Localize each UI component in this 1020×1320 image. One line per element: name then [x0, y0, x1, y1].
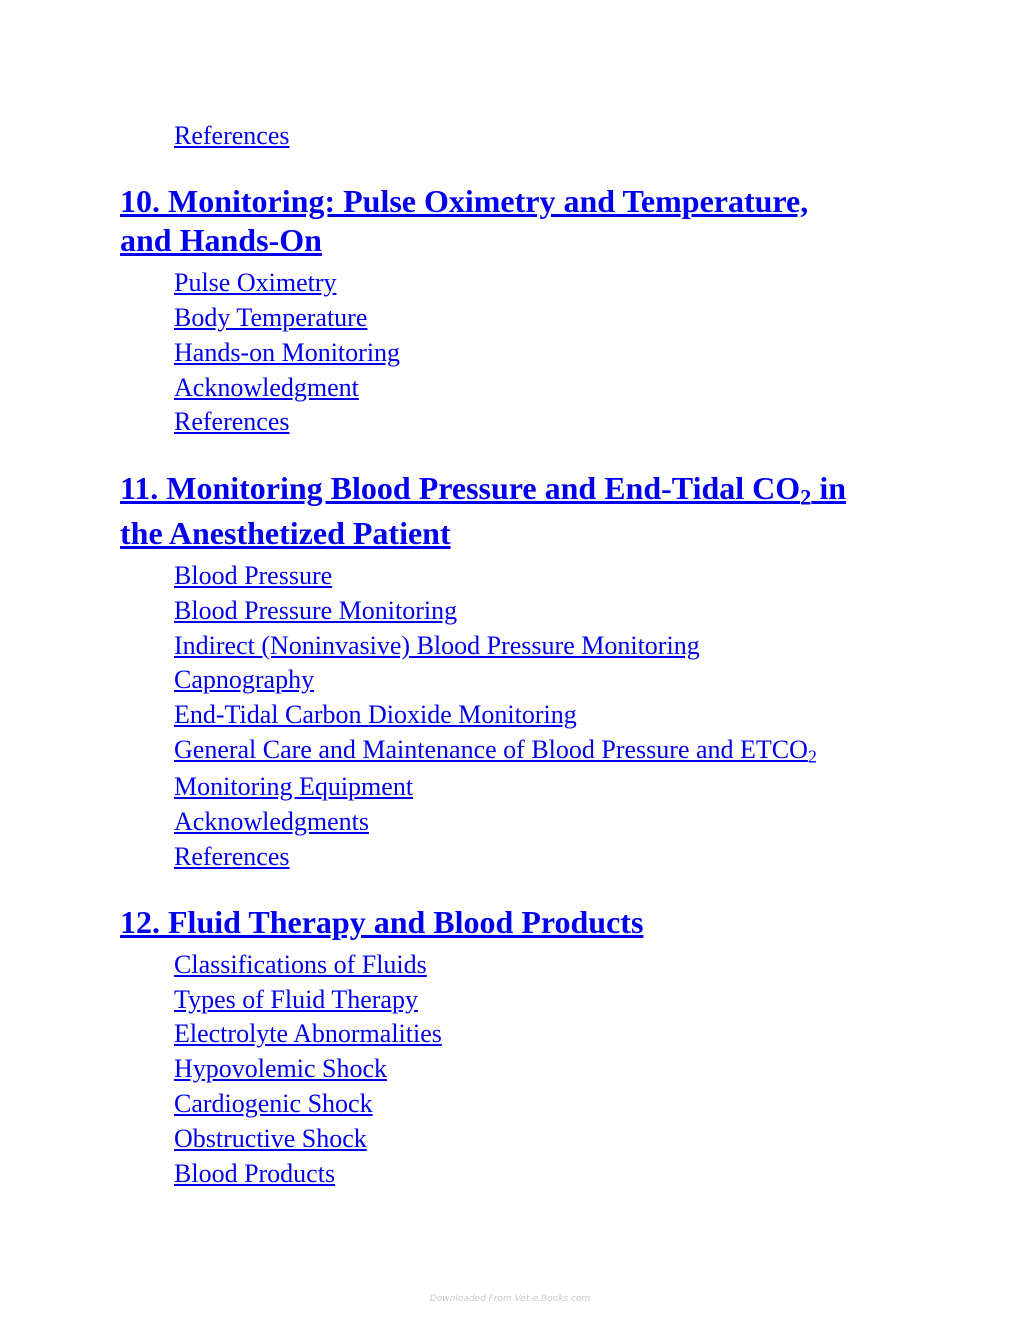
- chapter-10-title-line1: 10. Monitoring: Pulse Oximetry and Temperature,: [120, 183, 809, 219]
- chapter-11-title-link-line2[interactable]: the Anesthetized Patient: [120, 515, 451, 551]
- toc-link-body-temperature[interactable]: Body Temperature: [174, 303, 368, 332]
- toc-link-types-of-fluid-therapy[interactable]: Types of Fluid Therapy: [174, 985, 418, 1014]
- toc-link-acknowledgment[interactable]: Acknowledgment: [174, 373, 359, 402]
- toc-link-references-ch9[interactable]: References: [174, 121, 290, 150]
- toc-link-hypovolemic-shock[interactable]: Hypovolemic Shock: [174, 1054, 388, 1083]
- toc-link-obstructive-shock[interactable]: Obstructive Shock: [174, 1124, 367, 1153]
- toc-link-classifications-of-fluids[interactable]: Classifications of Fluids: [174, 950, 427, 979]
- download-watermark: Downloaded From Vet-e.Books.com: [429, 1294, 591, 1304]
- chapter-10-title-line2: and Hands-On: [120, 222, 322, 258]
- chapter-11-title-line1: 11. Monitoring Blood Pressure and End-Tidal $CO_2$ in: [120, 470, 847, 510]
- toc-link-blood-pressure-monitoring[interactable]: Blood Pressure Monitoring: [174, 596, 458, 625]
- toc-link-cardiogenic-shock[interactable]: Cardiogenic Shock: [174, 1089, 373, 1118]
- toc-link-indirect-bp-monitoring[interactable]: Indirect (Noninvasive) Blood Pressure Monitoring: [174, 631, 700, 660]
- toc-link-references-ch10[interactable]: References: [174, 407, 290, 436]
- toc-link-blood-pressure[interactable]: Blood Pressure: [174, 561, 333, 590]
- toc-link-capnography[interactable]: Capnography: [174, 665, 315, 694]
- chapter-11-title-link[interactable]: [120, 469, 900, 508]
- toc-link-general-care-line2[interactable]: Monitoring Equipment: [174, 772, 414, 801]
- toc-link-acknowledgments[interactable]: Acknowledgments: [174, 807, 369, 836]
- toc-link-general-care-line1[interactable]: General Care and Maintenance of Blood Pressure and $ETCO_2$: [174, 735, 817, 767]
- toc-link-references-ch11[interactable]: References: [174, 842, 290, 871]
- toc-link-blood-products[interactable]: Blood Products: [174, 1159, 336, 1188]
- toc-link-electrolyte-abnormalities[interactable]: Electrolyte Abnormalities: [174, 1019, 442, 1048]
- toc-link-etco2-monitoring[interactable]: End-Tidal Carbon Dioxide Monitoring: [174, 700, 577, 729]
- chapter-12-title-link[interactable]: 12. Fluid Therapy and Blood Products: [120, 904, 644, 940]
- toc-link-pulse-oximetry[interactable]: Pulse Oximetry: [174, 268, 337, 297]
- chapter-10-title-link[interactable]: [120, 182, 900, 260]
- toc-link-hands-on-monitoring[interactable]: Hands-on Monitoring: [174, 338, 401, 367]
